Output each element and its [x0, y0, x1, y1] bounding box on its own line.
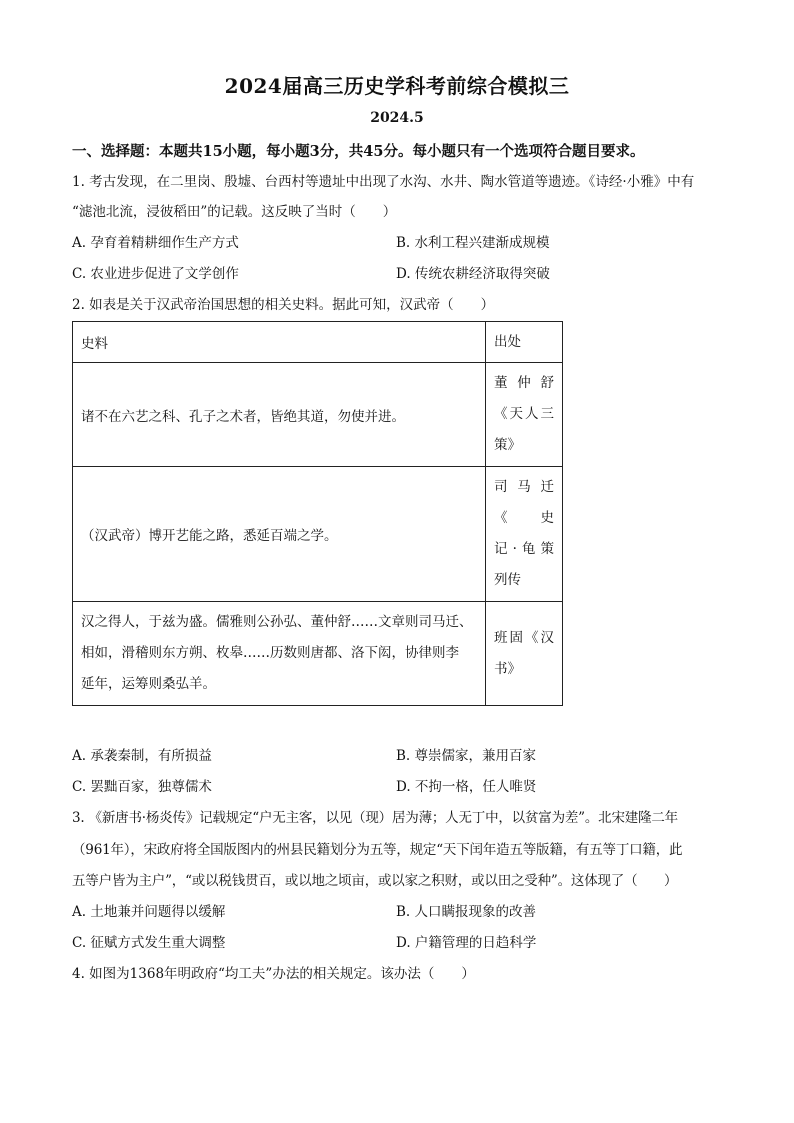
- q1-stem-line2: “滤池北流，浸彼稻田”的记载。这反映了当时（ ）: [72, 204, 397, 220]
- q2-option-d: D. 不拘一格，任人唯贤: [396, 779, 537, 795]
- row3-source-text: [73, 602, 486, 706]
- q1-option-a: A. 孕育着精耕细作生产方式: [72, 235, 239, 251]
- table-header-row: [73, 322, 563, 363]
- exam-date: 2024.5: [370, 110, 424, 126]
- row3-origin-line: 班固《汉: [494, 629, 554, 646]
- q4-stem: 4. 如图为1368年明政府“均工夫”办法的相关规定。该办法（ ）: [72, 966, 475, 982]
- row2-origin-line: 记·龟策: [494, 541, 554, 557]
- row2-origin-line: 《 史: [494, 510, 554, 526]
- table-row: [73, 602, 563, 706]
- row3-origin-line: 书》: [494, 660, 521, 677]
- q3-option-b: B. 人口瞒报现象的改善: [396, 904, 537, 920]
- section-heading: 一、选择题：本题共15小题，每小题3分，共45分。每小题只有一个选项符合题目要求。: [72, 143, 645, 160]
- row2-origin-line: 列传: [494, 572, 521, 588]
- header-origin: 出处: [486, 322, 563, 363]
- q2-stem: 2. 如表是关于汉武帝治国思想的相关史料。据此可知，汉武帝（ ）: [72, 297, 495, 313]
- exam-title: 2024届高三历史学科考前综合模拟三: [224, 74, 570, 98]
- row1-origin-line: 策》: [494, 437, 521, 453]
- q3-option-c: C. 征赋方式发生重大调整: [72, 935, 226, 951]
- table-row: [73, 363, 563, 467]
- row3-text-line: 相如，滑稽则东方朔、枚皋……历数则唐都、洛下闳，协律则李: [81, 645, 459, 661]
- q3-option-d: D. 户籍管理的日趋科学: [396, 935, 537, 951]
- q1-option-c: C. 农业进步促进了文学创作: [72, 266, 239, 282]
- q2-option-c: C. 罢黜百家，独尊儒术: [72, 779, 212, 795]
- q1-stem-line1: 1. 考古发现，在二里岗、殷墟、台西村等遗址中出现了水沟、水井、陶水管道等遗迹。《诗经·小雅》中有: [72, 174, 695, 190]
- q3-stem-line2: （961年），宋政府将全国版图内的州县民籍划分为五等，规定“天下闰年造五等版籍，有五等丁口籍，此: [72, 842, 683, 858]
- q3-option-a: A. 土地兼并问题得以缓解: [72, 904, 226, 920]
- q2-option-b: B. 尊崇儒家，兼用百家: [396, 748, 537, 764]
- row1-origin-line: 董仲舒: [494, 375, 554, 391]
- row3-text-line: 汉之得人，于兹为盛。儒雅则公孙弘、董仲舒……文章则司马迁、: [81, 614, 473, 630]
- row3-text-line: 延年，运筹则桑弘羊。: [81, 676, 216, 692]
- row1-origin: [486, 363, 563, 467]
- row2-origin-line: 司马迁: [494, 479, 554, 495]
- header-source-text: 史料: [73, 322, 486, 363]
- row2-origin: [486, 467, 563, 602]
- row1-origin-line: 《天人三: [494, 406, 554, 422]
- table-row: [73, 467, 563, 602]
- row1-source-text: 诸不在六艺之科、孔子之术者，皆绝其道，勿使并进。: [73, 363, 486, 467]
- q3-stem-line3: 五等户皆为主户”，“或以税钱贯百，或以地之顷亩，或以家之积财，或以田之受种”。这体现了（ ）: [72, 873, 678, 889]
- row2-source-text: （汉武帝）博开艺能之路，悉延百端之学。: [73, 467, 486, 602]
- q2-option-a: A. 承袭秦制，有所损益: [72, 748, 212, 764]
- sources-table: [72, 321, 563, 706]
- q3-stem-line1: 3. 《新唐书·杨炎传》记载规定“户无主客，以见（现）居为薄；人无丁中，以贫富为差”。北宋建隆二年: [72, 810, 678, 826]
- q1-option-b: B. 水利工程兴建渐成规模: [396, 235, 550, 251]
- row3-origin: [486, 602, 563, 706]
- q1-option-d: D. 传统农耕经济取得突破: [396, 266, 550, 282]
